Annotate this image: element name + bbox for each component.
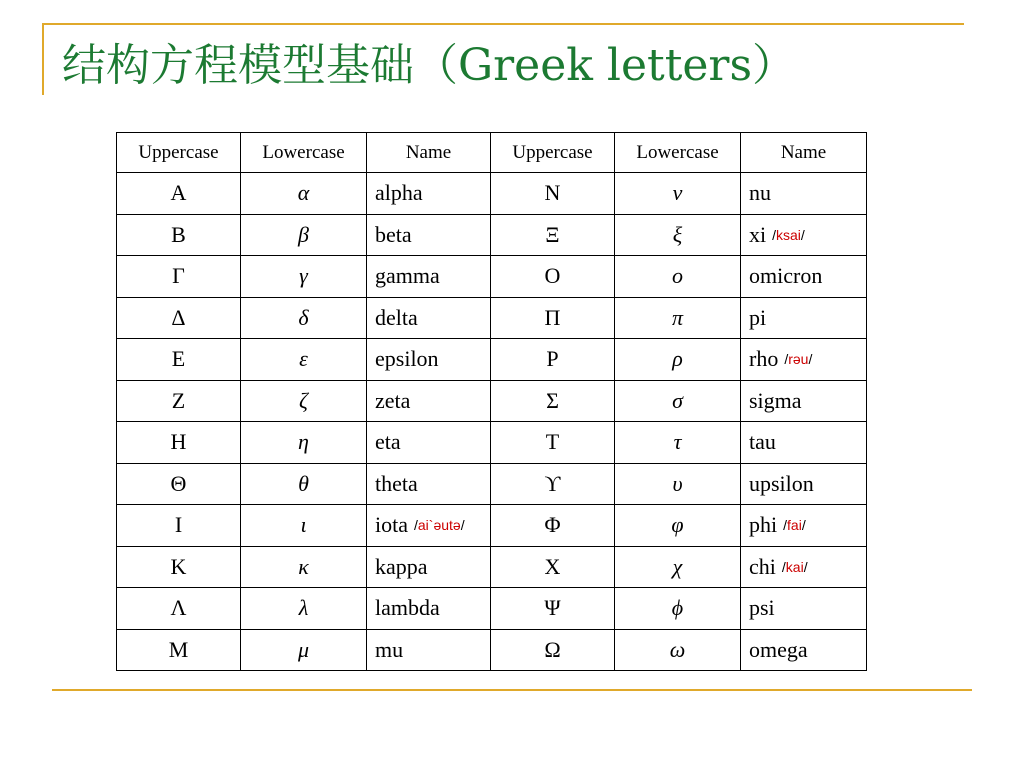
lowercase-letter: γ — [241, 256, 367, 298]
letter-name-cell — [367, 629, 491, 671]
lowercase-letter: ω — [615, 629, 741, 671]
top-divider — [42, 23, 964, 25]
pronunciation: /ai`əutə/ — [414, 517, 465, 534]
lowercase-letter: χ — [615, 546, 741, 588]
letter-name-cell — [741, 422, 867, 464]
lowercase-letter: ζ — [241, 380, 367, 422]
uppercase-letter: Ν — [491, 173, 615, 215]
uppercase-letter: Θ — [117, 463, 241, 505]
letter-name: sigma — [749, 387, 802, 413]
uppercase-letter: Ξ — [491, 214, 615, 256]
letter-name: mu — [375, 636, 404, 662]
bottom-divider — [52, 689, 972, 691]
letter-name: beta — [375, 221, 412, 247]
lowercase-letter: μ — [241, 629, 367, 671]
letter-name-cell — [367, 297, 491, 339]
table-row — [117, 214, 867, 256]
greek-letters-table — [116, 132, 867, 671]
lowercase-letter: λ — [241, 588, 367, 630]
lowercase-letter: θ — [241, 463, 367, 505]
header-name: Name — [741, 133, 867, 173]
uppercase-letter: Ω — [491, 629, 615, 671]
letter-name: chi — [749, 553, 776, 579]
pronunciation-text: ksai — [776, 226, 801, 243]
uppercase-letter: Δ — [117, 297, 241, 339]
table-row — [117, 422, 867, 464]
lowercase-letter: υ — [615, 463, 741, 505]
uppercase-letter: Τ — [491, 422, 615, 464]
uppercase-letter: Φ — [491, 505, 615, 547]
letter-name-cell — [367, 463, 491, 505]
table-row — [117, 380, 867, 422]
lowercase-letter: η — [241, 422, 367, 464]
letter-name-cell — [367, 339, 491, 381]
letter-name: psi — [749, 595, 775, 621]
lowercase-letter: ν — [615, 173, 741, 215]
uppercase-letter: Ο — [491, 256, 615, 298]
lowercase-letter: φ — [615, 505, 741, 547]
letter-name-cell — [741, 214, 867, 256]
letter-name: phi — [749, 512, 778, 538]
letter-name: delta — [375, 304, 418, 330]
letter-name-cell — [741, 505, 867, 547]
left-divider — [42, 23, 44, 95]
lowercase-letter: κ — [241, 546, 367, 588]
letter-name: omega — [749, 636, 808, 662]
letter-name: gamma — [375, 263, 440, 289]
lowercase-letter: ο — [615, 256, 741, 298]
letter-name-cell — [367, 505, 491, 547]
letter-name: epsilon — [375, 346, 439, 372]
table-row — [117, 546, 867, 588]
table-row — [117, 463, 867, 505]
letter-name-cell — [367, 422, 491, 464]
header-name: Name — [367, 133, 491, 173]
letter-name: tau — [749, 429, 776, 455]
uppercase-letter: Κ — [117, 546, 241, 588]
letter-name: omicron — [749, 263, 823, 289]
letter-name: iota — [375, 512, 408, 538]
lowercase-letter: ϕ — [615, 588, 741, 630]
lowercase-letter: α — [241, 173, 367, 215]
lowercase-letter: π — [615, 297, 741, 339]
letter-name: upsilon — [749, 470, 814, 496]
uppercase-letter: Ζ — [117, 380, 241, 422]
uppercase-letter: Π — [491, 297, 615, 339]
letter-name: theta — [375, 470, 418, 496]
letter-name-cell — [741, 173, 867, 215]
letter-name: rho — [749, 346, 779, 372]
header-uppercase: Uppercase — [117, 133, 241, 173]
table-row — [117, 297, 867, 339]
table-body — [117, 173, 867, 671]
letter-name-cell — [367, 256, 491, 298]
letter-name-cell — [367, 380, 491, 422]
letter-name: zeta — [375, 387, 411, 413]
letter-name-cell — [741, 463, 867, 505]
lowercase-letter: ρ — [615, 339, 741, 381]
table-row — [117, 339, 867, 381]
pronunciation-text: fai — [787, 517, 802, 534]
table-header-row — [117, 133, 867, 173]
uppercase-letter: Ψ — [491, 588, 615, 630]
uppercase-letter: Η — [117, 422, 241, 464]
pronunciation: /fai/ — [783, 517, 806, 534]
table-row — [117, 629, 867, 671]
pronunciation-text: ai`əutə — [417, 517, 461, 534]
letter-name-cell — [367, 173, 491, 215]
letter-name: nu — [749, 180, 771, 206]
letter-name-cell — [741, 588, 867, 630]
letter-name-cell — [367, 214, 491, 256]
slide-title: 结构方程模型基础（Greek letters） — [62, 40, 797, 91]
uppercase-letter: Λ — [117, 588, 241, 630]
pronunciation: /ksai/ — [772, 226, 805, 243]
uppercase-letter: Ι — [117, 505, 241, 547]
letter-name-cell — [367, 546, 491, 588]
uppercase-letter: Γ — [117, 256, 241, 298]
uppercase-letter: Β — [117, 214, 241, 256]
letter-name-cell — [741, 546, 867, 588]
pronunciation: /kai/ — [781, 558, 808, 575]
lowercase-letter: σ — [615, 380, 741, 422]
letter-name-cell — [367, 588, 491, 630]
uppercase-letter: Χ — [491, 546, 615, 588]
uppercase-letter: ϒ — [491, 463, 615, 505]
letter-name: pi — [749, 304, 767, 330]
uppercase-letter: Μ — [117, 629, 241, 671]
header-uppercase: Uppercase — [491, 133, 615, 173]
table-row — [117, 505, 867, 547]
letter-name-cell — [741, 297, 867, 339]
uppercase-letter: Σ — [491, 380, 615, 422]
pronunciation-text: rəu — [788, 351, 809, 368]
letter-name: alpha — [375, 180, 423, 206]
lowercase-letter: ι — [241, 505, 367, 547]
letter-name: eta — [375, 429, 401, 455]
letter-name: xi — [749, 221, 767, 247]
table-row — [117, 173, 867, 215]
lowercase-letter: β — [241, 214, 367, 256]
letter-name-cell — [741, 380, 867, 422]
lowercase-letter: τ — [615, 422, 741, 464]
table-row — [117, 256, 867, 298]
letter-name-cell — [741, 256, 867, 298]
uppercase-letter: Α — [117, 173, 241, 215]
pronunciation: /rəu/ — [784, 351, 813, 368]
pronunciation-text: kai — [785, 558, 804, 575]
lowercase-letter: ε — [241, 339, 367, 381]
letter-name: lambda — [375, 595, 440, 621]
header-lowercase: Lowercase — [615, 133, 741, 173]
uppercase-letter: Ρ — [491, 339, 615, 381]
lowercase-letter: ξ — [615, 214, 741, 256]
uppercase-letter: Ε — [117, 339, 241, 381]
letter-name-cell — [741, 629, 867, 671]
table-row — [117, 588, 867, 630]
lowercase-letter: δ — [241, 297, 367, 339]
header-lowercase: Lowercase — [241, 133, 367, 173]
letter-name: kappa — [375, 553, 428, 579]
letter-name-cell — [741, 339, 867, 381]
